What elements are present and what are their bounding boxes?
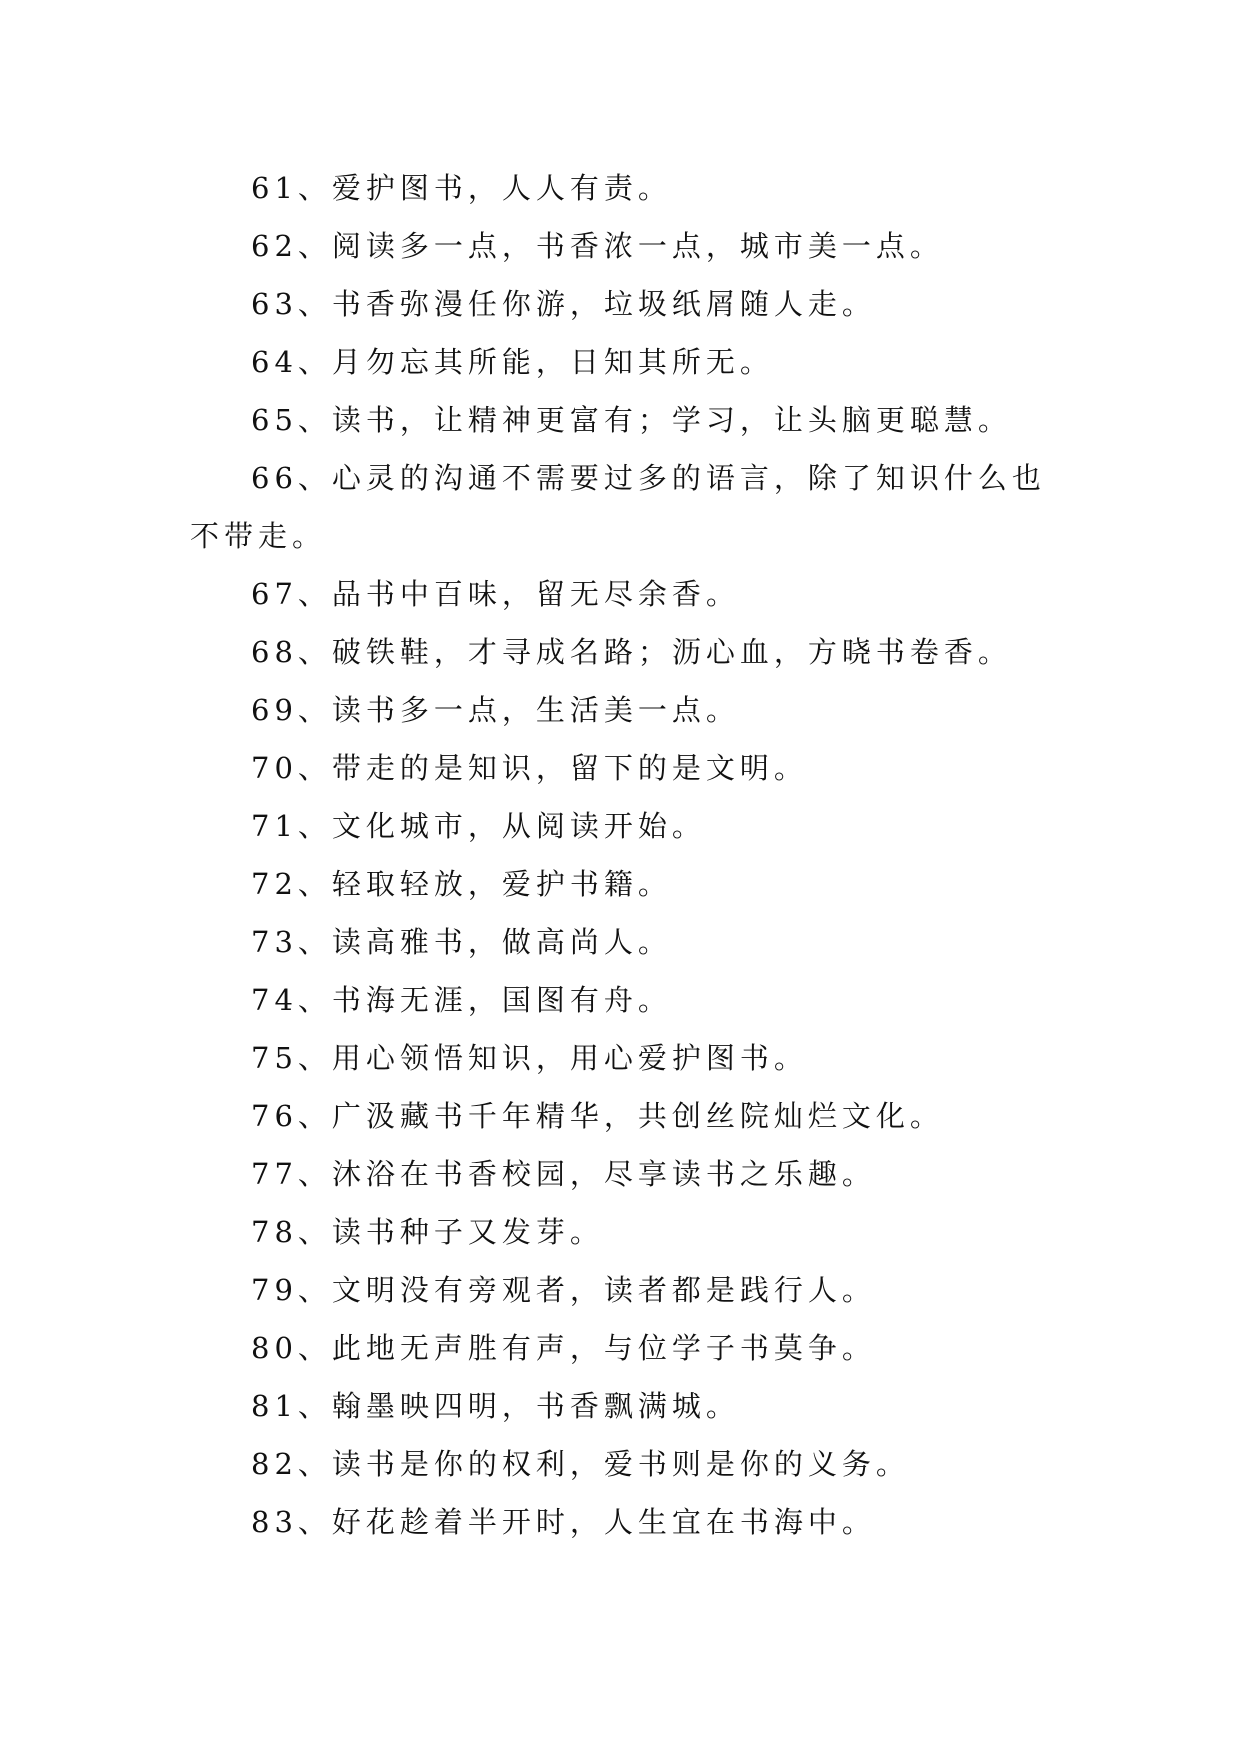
list-item: 61、爱护图书，人人有责。 — [251, 171, 672, 205]
list-item: 79、文明没有旁观者，读者都是践行人。 — [251, 1273, 876, 1307]
list-item: 63、书香弥漫任你游，垃圾纸屑随人走。 — [251, 287, 876, 321]
list-item: 81、翰墨映四明，书香飘满城。 — [251, 1389, 740, 1423]
list-item: 83、好花趁着半开时，人生宜在书海中。 — [251, 1505, 876, 1539]
list-item: 65、读书，让精神更富有；学习，让头脑更聪慧。 — [251, 403, 1012, 437]
list-item: 69、读书多一点，生活美一点。 — [251, 693, 740, 727]
list-item: 71、文化城市，从阅读开始。 — [251, 809, 706, 843]
slogan-list — [190, 159, 1050, 1551]
list-item: 66、心灵的沟通不需要过多的语言，除了知识什么也不带走。 — [190, 461, 1046, 553]
list-item: 70、带走的是知识，留下的是文明。 — [251, 751, 808, 785]
list-item: 62、阅读多一点，书香浓一点，城市美一点。 — [251, 229, 944, 263]
list-item: 78、读书种子又发芽。 — [251, 1215, 604, 1249]
list-item: 75、用心领悟知识，用心爱护图书。 — [251, 1041, 808, 1075]
list-item: 80、此地无声胜有声，与位学子书莫争。 — [251, 1331, 876, 1365]
list-item: 68、破铁鞋，才寻成名路；沥心血，方晓书卷香。 — [251, 635, 1012, 669]
list-item: 82、读书是你的权利，爱书则是你的义务。 — [251, 1447, 910, 1481]
list-item: 76、广汲藏书千年精华，共创丝院灿烂文化。 — [251, 1099, 944, 1133]
list-item: 74、书海无涯，国图有舟。 — [251, 983, 672, 1017]
list-item: 64、月勿忘其所能，日知其所无。 — [251, 345, 774, 379]
list-item: 77、沐浴在书香校园，尽享读书之乐趣。 — [251, 1157, 876, 1191]
list-item: 72、轻取轻放，爱护书籍。 — [251, 867, 672, 901]
list-item: 67、品书中百味，留无尽余香。 — [251, 577, 740, 611]
list-item: 73、读高雅书，做高尚人。 — [251, 925, 672, 959]
